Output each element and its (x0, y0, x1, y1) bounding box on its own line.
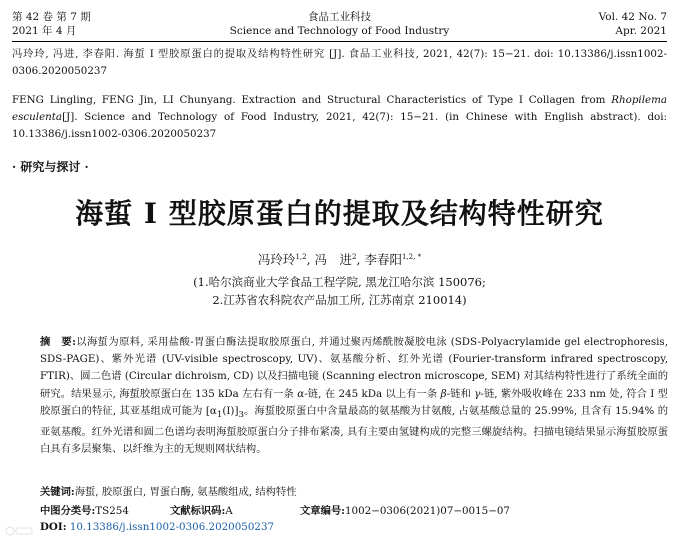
abstract-text: 。海蜇胶原蛋白中含量最高的氨基酸为甘氨酸, 占氨基酸总量的 25.99%, 且含有 15.94% 的亚氨基酸。红外光谱和圆二色谱均表明海蜇胶原蛋白分子排布紧凑, 具有主要由氢键构成的完整三螺旋结构。扫描电镜结果显示海蜇胶原蛋白具有多层聚集、以纤维为主的无规则网状结构。 (40, 404, 669, 456)
keywords-label: 关键词: (40, 486, 75, 498)
abstract-text: -链, 在 245 kDa 以上有一条 (304, 387, 441, 400)
volume-line-en: Vol. 42 No. 7 (598, 11, 667, 23)
abstract-text: (I)] (222, 404, 239, 417)
document-code-value: A (225, 505, 233, 517)
volume-line: 第 42 卷 第 7 期 (12, 11, 91, 23)
keywords-text: 海蜇, 胶原蛋白, 胃蛋白酶, 氨基酸组成, 结构特性 (74, 486, 297, 498)
date-line-en: Apr. 2021 (615, 25, 667, 37)
clc-number (40, 502, 129, 517)
affiliation-1: (1.哈尔滨商业大学食品工程学院, 黑龙江哈尔滨 150076; (193, 275, 486, 289)
author-separator: , (356, 252, 365, 267)
author-affiliation-mark: 2 (352, 252, 357, 261)
citation-english-part1: FENG Lingling, FENG Jin, LI Chunyang. Extraction and Structural Characteristics of Type I Collagen from (12, 94, 612, 106)
subscript: 1 (216, 409, 223, 420)
clc-value: TS254 (95, 505, 129, 517)
article-number-value: 1002−0306(2021)07−0015−07 (345, 505, 510, 517)
paper-title: 海蜇 I 型胶原蛋白的提取及结构特性研究 (75, 197, 604, 230)
header-divider (12, 41, 667, 42)
doi-link[interactable]: 10.13386/j.issn1002-0306.2020050237 (69, 521, 275, 533)
article-number (300, 502, 510, 517)
doi-line (40, 521, 274, 533)
citation-english (12, 92, 667, 143)
abstract-text: -链和 (446, 387, 475, 400)
article-number-label: 文章编号: (300, 505, 345, 517)
keywords (40, 483, 297, 498)
document-code (170, 502, 233, 517)
author-name: 李春阳 (364, 252, 402, 267)
author-name: 冯玲玲 (257, 252, 296, 267)
citation-chinese: 冯玲玲, 冯进, 李春阳. 海蜇 I 型胶原蛋白的提取及结构特性研究 [J]. 食品工业科技, 2021, 42(7): 15−21. doi: 10.13386/j.issn1002-0306.2020050237 (12, 48, 667, 77)
journal-header (12, 10, 667, 40)
gamma-symbol: γ (474, 387, 481, 400)
abstract-text: -链, 紫外吸收峰在 233 nm 处, 符合 I 型胶原蛋白的特征, 其亚基组成可能为 [α (40, 387, 668, 417)
volume-issue-en (599, 10, 667, 38)
beta-symbol: β (440, 387, 447, 400)
author-affiliation-mark: 1,2 (295, 252, 307, 261)
abstract-label: 摘 要: (40, 336, 76, 348)
doi-label: DOI: (40, 521, 67, 533)
species-name: Rhopilema esculenta (12, 94, 667, 123)
subscript: 3 (238, 409, 244, 420)
author-name: 冯 进 (314, 252, 353, 267)
journal-name-cn: 食品工业科技 (308, 11, 371, 23)
abstract-text: 以海蜇为原料, 采用盐酸-胃蛋白酶法提取胶原蛋白, 并通过聚丙烯酰胺凝胶电泳 (SDS-Polyacrylamide gel electrophoresis, SDS-PAGE)、紫外光谱 (UV-visible spectroscopy, UV)、氨基酸分析、红外光谱 (Fourier-transform infrared spectroscopy, FTIR)、圆二色谱 (Circular dichroism, CD) 以及扫描电镜 (Scanning electron microscope, SEM) 对其结构特性进行了系统全面的研究。结果显示, 海蜇胶原蛋白在 135 kDa 左右有一条 (40, 336, 668, 400)
watermark-icon (4, 525, 34, 537)
abstract (40, 334, 668, 458)
document-code-label: 文献标识码: (170, 505, 226, 517)
journal-name (12, 10, 667, 38)
section-label: · 研究与探讨 · (12, 160, 89, 174)
clc-label: 中图分类号: (40, 505, 96, 517)
journal-name-en: Science and Technology of Food Industry (229, 25, 450, 37)
affiliation-2: 2.江苏省农科院农产品加工所, 江苏南京 210014) (212, 293, 467, 307)
alpha-symbol: α (297, 387, 305, 400)
author-list (0, 250, 679, 268)
author-separator: , (306, 252, 315, 267)
date-line: 2021 年 4 月 (12, 25, 77, 37)
citation-english-part2: [J]. Science and Technology of Food Industry, 2021, 42(7): 15−21. (in Chinese with English abstract). doi: 10.13386/j.issn1002-0306.2020050237 (12, 111, 667, 140)
author-affiliation-mark: 1,2, * (401, 252, 422, 261)
